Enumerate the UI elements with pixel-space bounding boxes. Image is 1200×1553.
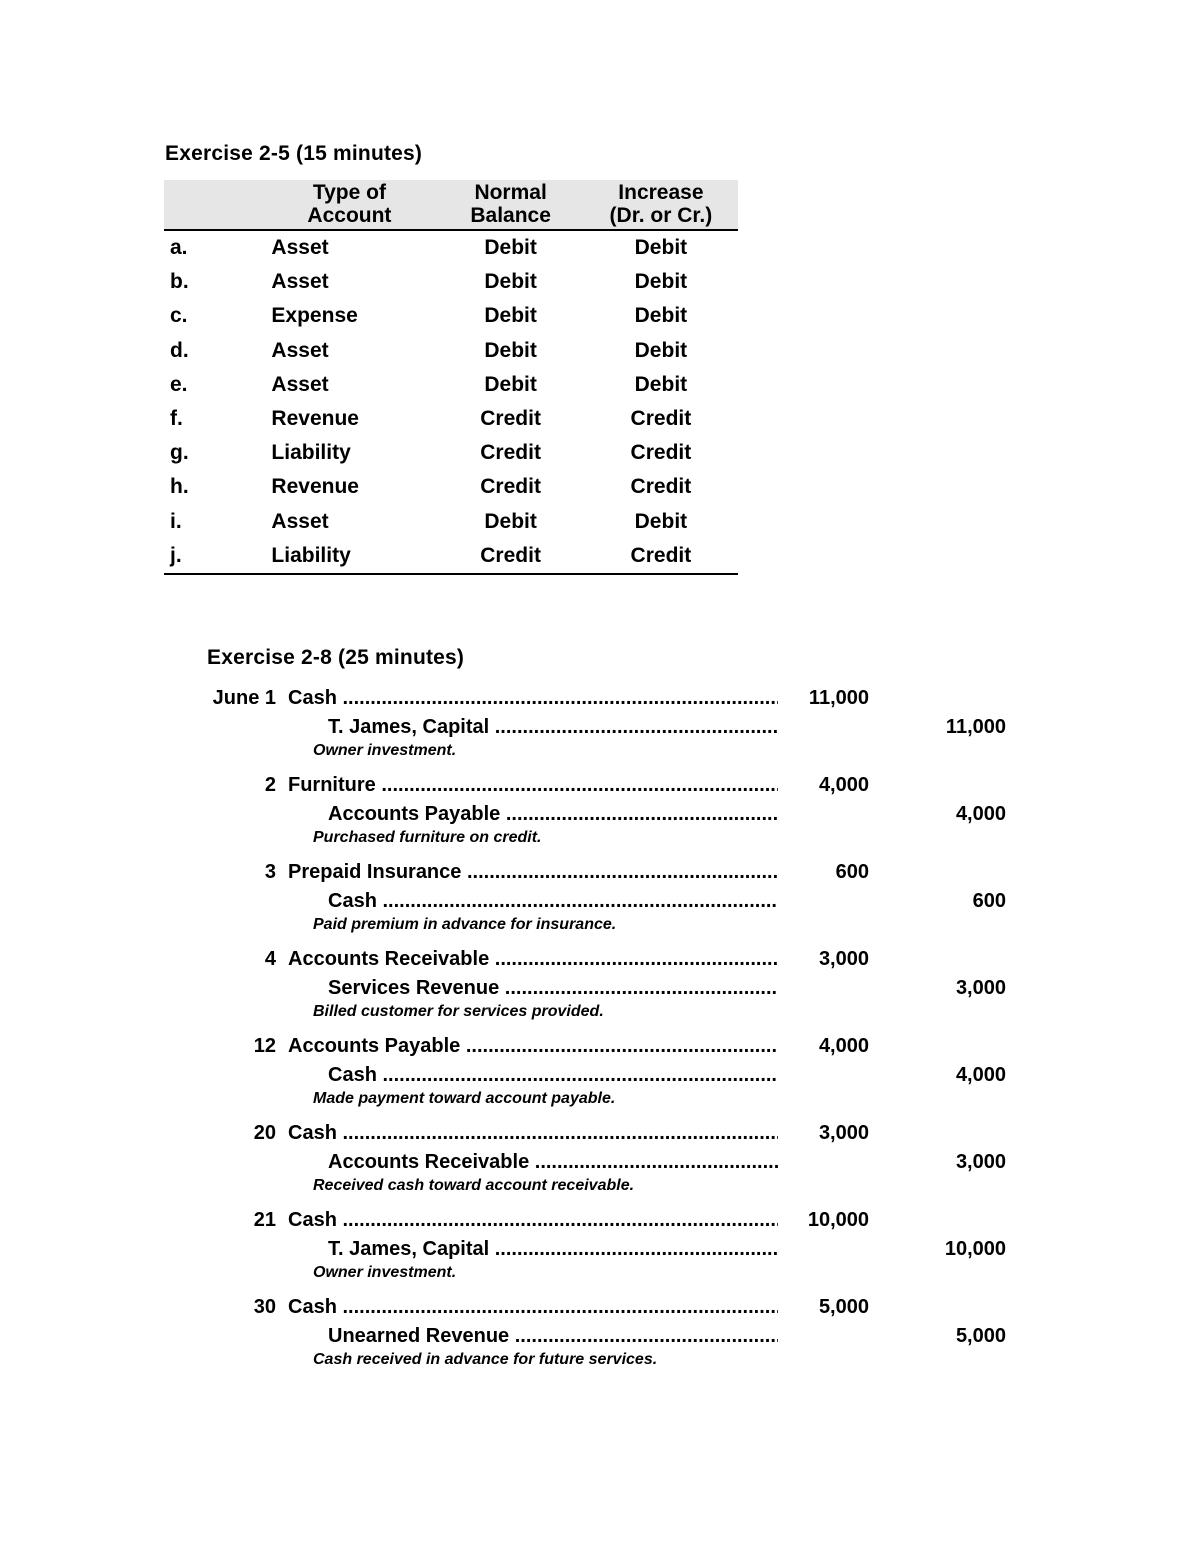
entry-explanation-line bbox=[0, 1005, 1200, 1034]
table-row bbox=[164, 436, 738, 470]
normal-balance-cell: Debit bbox=[484, 509, 537, 533]
account-classification-table bbox=[164, 180, 738, 575]
credit-amount: 5,000 bbox=[955, 1325, 1006, 1347]
entry-explanation-line bbox=[0, 918, 1200, 947]
normal-balance-cell: Credit bbox=[480, 407, 541, 431]
entry-explanation-line bbox=[0, 831, 1200, 860]
credit-account: Services Revenue ..... bbox=[328, 977, 778, 1000]
debit-line bbox=[0, 1121, 1200, 1150]
journal-entry bbox=[0, 947, 1200, 1034]
increase-cell: Credit bbox=[630, 475, 692, 499]
account-type-cell: Liability bbox=[271, 539, 437, 574]
row-letter: f. bbox=[170, 407, 183, 431]
row-letter: d. bbox=[170, 338, 189, 362]
entry-explanation-line bbox=[0, 1179, 1200, 1208]
entry-explanation-line bbox=[0, 1092, 1200, 1121]
normal-balance-cell: Credit bbox=[480, 441, 541, 465]
exercise-2-8-title: Exercise 2-8 (25 minutes) bbox=[207, 646, 465, 669]
credit-amount: 3,000 bbox=[955, 1151, 1006, 1173]
debit-amount: 3,000 bbox=[818, 1122, 869, 1144]
account-type-cell: Revenue bbox=[271, 475, 359, 499]
journal-entry bbox=[0, 1034, 1200, 1121]
debit-account: Cash ..... bbox=[288, 687, 778, 710]
entry-explanation: Made payment toward account payable. bbox=[313, 1090, 616, 1107]
type-header-line1: Type of bbox=[312, 181, 386, 204]
debit-line bbox=[0, 1295, 1200, 1324]
account-type-cell: Asset bbox=[271, 270, 329, 294]
account-type-cell: Asset bbox=[271, 338, 329, 362]
normal-balance-header bbox=[437, 180, 583, 230]
normal-balance-cell: Debit bbox=[484, 372, 537, 396]
increase-cell: Debit bbox=[634, 372, 688, 396]
credit-amount: 3,000 bbox=[955, 977, 1006, 999]
table-row bbox=[164, 470, 738, 504]
entry-date: 30 bbox=[253, 1296, 276, 1318]
increase-header-line1: Increase bbox=[618, 181, 704, 204]
row-letter: g. bbox=[170, 441, 189, 465]
journal-entry bbox=[0, 1121, 1200, 1208]
credit-line bbox=[0, 715, 1200, 744]
normal-balance-cell: Credit bbox=[437, 539, 583, 574]
type-of-account-header bbox=[271, 180, 437, 230]
table-row bbox=[164, 334, 738, 368]
debit-amount: 3,000 bbox=[818, 948, 869, 970]
debit-account: Accounts Receivable ..... bbox=[288, 948, 778, 971]
row-letter: h. bbox=[170, 475, 189, 499]
credit-account: Accounts Payable ..... bbox=[328, 803, 778, 826]
table-row bbox=[164, 368, 738, 402]
journal-entry bbox=[0, 686, 1200, 773]
increase-cell: Credit bbox=[630, 407, 692, 431]
increase-header-line2: (Dr. or Cr.) bbox=[609, 204, 713, 227]
normal-balance-cell: Debit bbox=[484, 304, 537, 328]
credit-account: Unearned Revenue ..... bbox=[328, 1325, 778, 1348]
debit-amount: 10,000 bbox=[807, 1209, 869, 1231]
table-row bbox=[164, 539, 738, 574]
increase-cell: Credit bbox=[630, 441, 692, 465]
increase-cell: Debit bbox=[634, 270, 688, 294]
debit-amount: 4,000 bbox=[818, 1035, 869, 1057]
entry-explanation: Owner investment. bbox=[313, 1264, 457, 1281]
journal-entry bbox=[0, 1295, 1200, 1382]
account-type-cell: Asset bbox=[271, 372, 329, 396]
table-row bbox=[164, 505, 738, 539]
increase-cell: Debit bbox=[634, 509, 688, 533]
account-type-cell: Asset bbox=[271, 509, 329, 533]
debit-line bbox=[0, 686, 1200, 715]
debit-line bbox=[0, 1034, 1200, 1063]
debit-line bbox=[0, 1208, 1200, 1237]
letter-column-header bbox=[164, 180, 271, 230]
row-letter: e. bbox=[170, 372, 188, 396]
entry-explanation: Received cash toward account receivable. bbox=[313, 1177, 635, 1194]
debit-account: Cash ..... bbox=[288, 1122, 778, 1145]
credit-amount: 11,000 bbox=[945, 716, 1006, 738]
credit-line bbox=[0, 1063, 1200, 1092]
table-row bbox=[164, 230, 738, 265]
credit-line bbox=[0, 976, 1200, 1005]
credit-amount: 4,000 bbox=[955, 803, 1006, 825]
entry-date: 4 bbox=[264, 948, 276, 970]
increase-cell: Credit bbox=[584, 539, 738, 574]
debit-line bbox=[0, 773, 1200, 802]
entry-date: 12 bbox=[253, 1035, 276, 1057]
entry-date: June 1 bbox=[212, 687, 276, 709]
journal-entry bbox=[0, 860, 1200, 947]
debit-account: Prepaid Insurance ..... bbox=[288, 861, 778, 884]
credit-line bbox=[0, 1324, 1200, 1353]
type-header-line2: Account bbox=[307, 204, 392, 227]
account-type-cell: Expense bbox=[271, 304, 358, 328]
journal-entry bbox=[0, 773, 1200, 860]
entry-explanation-line bbox=[0, 1353, 1200, 1382]
exercise-2-5-title: Exercise 2-5 (15 minutes) bbox=[165, 142, 423, 165]
entry-explanation: Billed customer for services provided. bbox=[313, 1003, 604, 1020]
credit-line bbox=[0, 889, 1200, 918]
entry-explanation: Owner investment. bbox=[313, 742, 457, 759]
credit-amount: 4,000 bbox=[955, 1064, 1006, 1086]
row-letter: j. bbox=[164, 539, 271, 574]
entry-date: 2 bbox=[264, 774, 276, 796]
normal-header-line1: Normal bbox=[474, 181, 547, 204]
normal-header-line2: Balance bbox=[470, 204, 551, 227]
credit-account: Cash ..... bbox=[328, 890, 778, 913]
debit-line bbox=[0, 947, 1200, 976]
table-header-row bbox=[164, 180, 738, 230]
normal-balance-cell: Credit bbox=[480, 475, 541, 499]
row-letter: a. bbox=[170, 236, 188, 260]
increase-cell: Debit bbox=[634, 304, 688, 328]
debit-amount: 600 bbox=[835, 861, 869, 883]
entry-date: 3 bbox=[264, 861, 276, 883]
account-type-cell: Asset bbox=[271, 236, 329, 260]
entry-date: 20 bbox=[253, 1122, 276, 1144]
general-journal bbox=[0, 686, 1200, 1382]
account-type-cell: Revenue bbox=[271, 407, 359, 431]
increase-cell: Debit bbox=[634, 236, 688, 260]
table-row bbox=[164, 265, 738, 299]
entry-explanation: Purchased furniture on credit. bbox=[313, 829, 542, 846]
normal-balance-cell: Debit bbox=[484, 338, 537, 362]
credit-line bbox=[0, 802, 1200, 831]
debit-account: Furniture ..... bbox=[288, 774, 778, 797]
increase-header bbox=[584, 180, 738, 230]
increase-cell: Debit bbox=[634, 338, 688, 362]
credit-line bbox=[0, 1150, 1200, 1179]
entry-explanation: Paid premium in advance for insurance. bbox=[313, 916, 617, 933]
credit-account: T. James, Capital ..... bbox=[328, 1238, 778, 1261]
table-row bbox=[164, 402, 738, 436]
credit-amount: 10,000 bbox=[944, 1238, 1006, 1260]
debit-line bbox=[0, 860, 1200, 889]
entry-date: 21 bbox=[253, 1209, 276, 1231]
row-letter: b. bbox=[170, 270, 189, 294]
credit-account: Cash ..... bbox=[328, 1064, 778, 1087]
account-type-cell: Liability bbox=[271, 441, 351, 465]
credit-amount: 600 bbox=[972, 890, 1006, 912]
debit-amount: 5,000 bbox=[818, 1296, 869, 1318]
journal-entry bbox=[0, 1208, 1200, 1295]
row-letter: i. bbox=[170, 509, 182, 533]
row-letter: c. bbox=[170, 304, 188, 328]
debit-account: Cash ..... bbox=[288, 1209, 778, 1232]
debit-account: Cash ..... bbox=[288, 1296, 778, 1319]
table-body bbox=[164, 230, 738, 574]
debit-amount: 4,000 bbox=[818, 774, 869, 796]
normal-balance-cell: Debit bbox=[484, 236, 537, 260]
debit-account: Accounts Payable ..... bbox=[288, 1035, 778, 1058]
entry-explanation-line bbox=[0, 744, 1200, 773]
entry-explanation: Cash received in advance for future services. bbox=[313, 1351, 658, 1368]
entry-explanation-line bbox=[0, 1266, 1200, 1295]
credit-line bbox=[0, 1237, 1200, 1266]
table-row bbox=[164, 299, 738, 333]
normal-balance-cell: Debit bbox=[484, 270, 537, 294]
credit-account: Accounts Receivable ..... bbox=[328, 1151, 778, 1174]
debit-amount: 11,000 bbox=[808, 687, 869, 709]
credit-account: T. James, Capital ..... bbox=[328, 716, 778, 739]
